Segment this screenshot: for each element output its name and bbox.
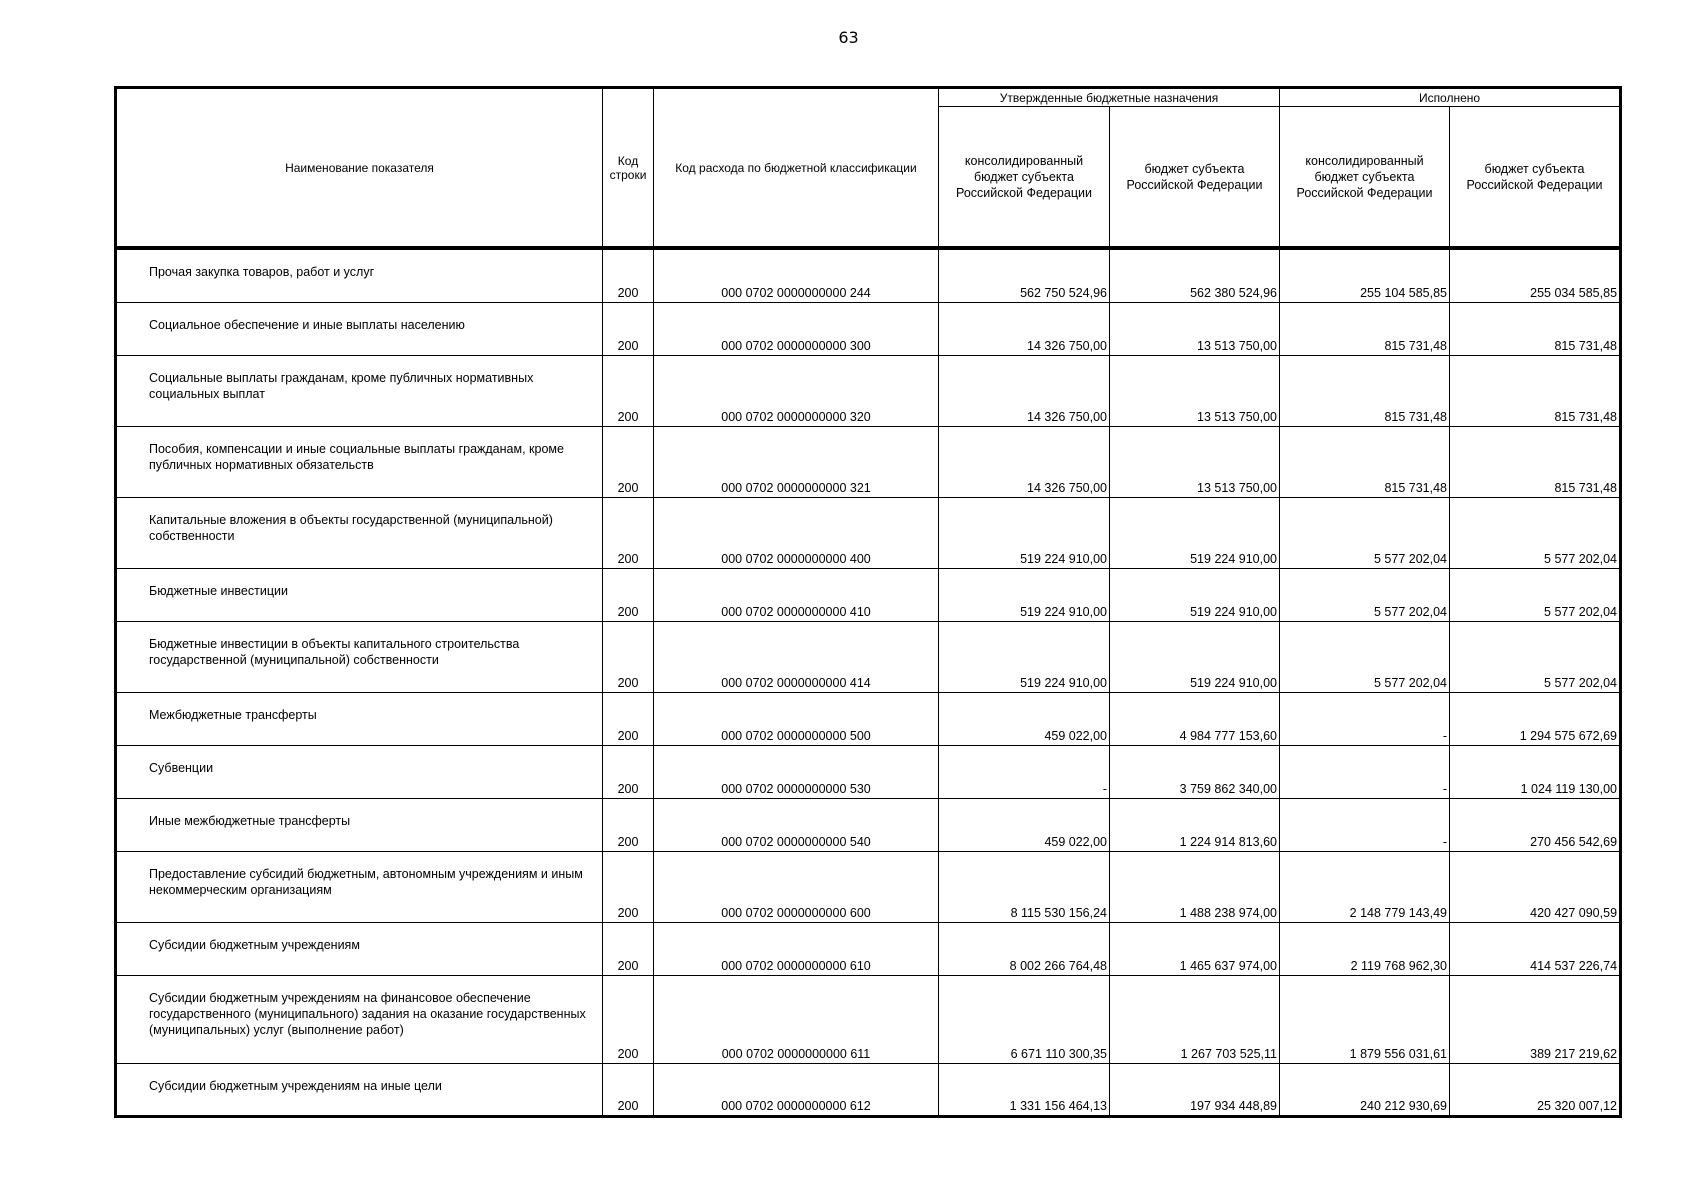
row-executed-subject: 1 294 575 672,69 xyxy=(1450,692,1621,745)
row-line-code: 200 xyxy=(603,1063,654,1116)
row-executed-consolidated: - xyxy=(1280,798,1450,851)
row-classification-code: 000 0702 0000000000 321 xyxy=(654,426,939,497)
row-classification-code: 000 0702 0000000000 300 xyxy=(654,302,939,355)
row-executed-consolidated: 815 731,48 xyxy=(1280,355,1450,426)
row-classification-code: 000 0702 0000000000 540 xyxy=(654,798,939,851)
row-approved-consolidated: 14 326 750,00 xyxy=(939,302,1110,355)
row-line-code: 200 xyxy=(603,355,654,426)
row-executed-subject: 815 731,48 xyxy=(1450,426,1621,497)
row-approved-subject: 519 224 910,00 xyxy=(1110,621,1280,692)
table-body xyxy=(116,248,1621,1116)
row-executed-consolidated: 240 212 930,69 xyxy=(1280,1063,1450,1116)
row-executed-subject: 389 217 219,62 xyxy=(1450,975,1621,1063)
row-approved-subject: 1 267 703 525,11 xyxy=(1110,975,1280,1063)
table-row xyxy=(116,302,1621,355)
row-executed-subject: 25 320 007,12 xyxy=(1450,1063,1621,1116)
row-classification-code: 000 0702 0000000000 410 xyxy=(654,568,939,621)
row-approved-consolidated: 8 002 266 764,48 xyxy=(939,922,1110,975)
header-approved-consolidated: консолидированный бюджет субъекта Российской Федерации xyxy=(939,107,1110,249)
row-name: Бюджетные инвестиции xyxy=(116,568,603,621)
row-executed-consolidated: 5 577 202,04 xyxy=(1280,568,1450,621)
table-row xyxy=(116,798,1621,851)
table-row xyxy=(116,745,1621,798)
row-line-code: 200 xyxy=(603,497,654,568)
row-approved-subject: 13 513 750,00 xyxy=(1110,355,1280,426)
table-row xyxy=(116,248,1621,302)
row-name: Иные межбюджетные трансферты xyxy=(116,798,603,851)
header-approved-subject: бюджет субъекта Российской Федерации xyxy=(1110,107,1280,249)
row-approved-consolidated: 519 224 910,00 xyxy=(939,621,1110,692)
row-approved-consolidated: 459 022,00 xyxy=(939,798,1110,851)
row-name: Субвенции xyxy=(116,745,603,798)
row-line-code: 200 xyxy=(603,302,654,355)
row-approved-consolidated: 8 115 530 156,24 xyxy=(939,851,1110,922)
row-name: Социальное обеспечение и иные выплаты населению xyxy=(116,302,603,355)
row-executed-consolidated: 2 148 779 143,49 xyxy=(1280,851,1450,922)
row-line-code: 200 xyxy=(603,851,654,922)
row-executed-subject: 414 537 226,74 xyxy=(1450,922,1621,975)
row-line-code: 200 xyxy=(603,798,654,851)
table-row xyxy=(116,975,1621,1063)
row-classification-code: 000 0702 0000000000 611 xyxy=(654,975,939,1063)
row-approved-subject: 1 224 914 813,60 xyxy=(1110,798,1280,851)
row-approved-subject: 13 513 750,00 xyxy=(1110,302,1280,355)
row-executed-consolidated: 2 119 768 962,30 xyxy=(1280,922,1450,975)
row-name: Субсидии бюджетным учреждениям на финансовое обеспечение государственного (муниципального) задания на оказание государственных (муниципальных) услуг (выполнение работ) xyxy=(116,975,603,1063)
row-executed-subject: 815 731,48 xyxy=(1450,355,1621,426)
row-name: Межбюджетные трансферты xyxy=(116,692,603,745)
row-classification-code: 000 0702 0000000000 612 xyxy=(654,1063,939,1116)
row-executed-consolidated: 815 731,48 xyxy=(1280,426,1450,497)
row-executed-consolidated: 815 731,48 xyxy=(1280,302,1450,355)
row-name: Субсидии бюджетным учреждениям xyxy=(116,922,603,975)
row-executed-subject: 5 577 202,04 xyxy=(1450,497,1621,568)
row-classification-code: 000 0702 0000000000 244 xyxy=(654,248,939,302)
row-approved-subject: 519 224 910,00 xyxy=(1110,568,1280,621)
row-approved-consolidated: 14 326 750,00 xyxy=(939,355,1110,426)
header-executed-subject: бюджет субъекта Российской Федерации xyxy=(1450,107,1621,249)
row-approved-subject: 197 934 448,89 xyxy=(1110,1063,1280,1116)
header-classification-code: Код расхода по бюджетной классификации xyxy=(654,88,939,249)
row-executed-subject: 815 731,48 xyxy=(1450,302,1621,355)
row-line-code: 200 xyxy=(603,621,654,692)
row-executed-subject: 255 034 585,85 xyxy=(1450,248,1621,302)
row-classification-code: 000 0702 0000000000 500 xyxy=(654,692,939,745)
row-approved-consolidated: 1 331 156 464,13 xyxy=(939,1063,1110,1116)
row-line-code: 200 xyxy=(603,692,654,745)
header-executed-group: Исполнено xyxy=(1280,88,1621,107)
row-name: Социальные выплаты гражданам, кроме публичных нормативных социальных выплат xyxy=(116,355,603,426)
row-classification-code: 000 0702 0000000000 530 xyxy=(654,745,939,798)
row-approved-consolidated: 6 671 110 300,35 xyxy=(939,975,1110,1063)
row-approved-subject: 1 488 238 974,00 xyxy=(1110,851,1280,922)
row-line-code: 200 xyxy=(603,975,654,1063)
row-name: Субсидии бюджетным учреждениям на иные цели xyxy=(116,1063,603,1116)
row-executed-subject: 5 577 202,04 xyxy=(1450,621,1621,692)
row-approved-consolidated: 562 750 524,96 xyxy=(939,248,1110,302)
row-executed-consolidated: - xyxy=(1280,745,1450,798)
row-approved-consolidated: 519 224 910,00 xyxy=(939,568,1110,621)
table-row xyxy=(116,1063,1621,1116)
row-classification-code: 000 0702 0000000000 320 xyxy=(654,355,939,426)
row-executed-subject: 1 024 119 130,00 xyxy=(1450,745,1621,798)
row-name: Пособия, компенсации и иные социальные выплаты гражданам, кроме публичных нормативных обязательств xyxy=(116,426,603,497)
row-classification-code: 000 0702 0000000000 610 xyxy=(654,922,939,975)
table-row xyxy=(116,568,1621,621)
budget-execution-table xyxy=(114,86,1622,1118)
row-approved-consolidated: - xyxy=(939,745,1110,798)
row-executed-consolidated: 5 577 202,04 xyxy=(1280,621,1450,692)
row-approved-consolidated: 519 224 910,00 xyxy=(939,497,1110,568)
row-classification-code: 000 0702 0000000000 400 xyxy=(654,497,939,568)
row-name: Прочая закупка товаров, работ и услуг xyxy=(116,248,603,302)
row-approved-subject: 4 984 777 153,60 xyxy=(1110,692,1280,745)
row-line-code: 200 xyxy=(603,922,654,975)
row-line-code: 200 xyxy=(603,745,654,798)
row-classification-code: 000 0702 0000000000 414 xyxy=(654,621,939,692)
row-approved-consolidated: 14 326 750,00 xyxy=(939,426,1110,497)
header-executed-consolidated: консолидированный бюджет субъекта Российской Федерации xyxy=(1280,107,1450,249)
row-executed-subject: 5 577 202,04 xyxy=(1450,568,1621,621)
table-row xyxy=(116,692,1621,745)
table-row xyxy=(116,851,1621,922)
row-line-code: 200 xyxy=(603,426,654,497)
row-approved-subject: 1 465 637 974,00 xyxy=(1110,922,1280,975)
table-row xyxy=(116,922,1621,975)
row-executed-consolidated: 1 879 556 031,61 xyxy=(1280,975,1450,1063)
table-row xyxy=(116,426,1621,497)
row-executed-consolidated: 5 577 202,04 xyxy=(1280,497,1450,568)
row-executed-consolidated: 255 104 585,85 xyxy=(1280,248,1450,302)
table-header xyxy=(116,88,1621,249)
row-approved-subject: 13 513 750,00 xyxy=(1110,426,1280,497)
row-approved-subject: 3 759 862 340,00 xyxy=(1110,745,1280,798)
page-number: 63 xyxy=(838,28,859,47)
header-name: Наименование показателя xyxy=(116,88,603,249)
row-approved-subject: 562 380 524,96 xyxy=(1110,248,1280,302)
header-line-code: Код строки xyxy=(603,88,654,249)
row-executed-subject: 420 427 090,59 xyxy=(1450,851,1621,922)
row-approved-subject: 519 224 910,00 xyxy=(1110,497,1280,568)
header-approved-group: Утвержденные бюджетные назначения xyxy=(939,88,1280,107)
table-row xyxy=(116,621,1621,692)
row-line-code: 200 xyxy=(603,568,654,621)
row-executed-subject: 270 456 542,69 xyxy=(1450,798,1621,851)
table-row xyxy=(116,497,1621,568)
row-approved-consolidated: 459 022,00 xyxy=(939,692,1110,745)
row-classification-code: 000 0702 0000000000 600 xyxy=(654,851,939,922)
row-name: Капитальные вложения в объекты государственной (муниципальной) собственности xyxy=(116,497,603,568)
row-name: Бюджетные инвестиции в объекты капитального строительства государственной (муниципальной) собственности xyxy=(116,621,603,692)
row-name: Предоставление субсидий бюджетным, автономным учреждениям и иным некоммерческим организациям xyxy=(116,851,603,922)
row-line-code: 200 xyxy=(603,248,654,302)
table-row xyxy=(116,355,1621,426)
row-executed-consolidated: - xyxy=(1280,692,1450,745)
